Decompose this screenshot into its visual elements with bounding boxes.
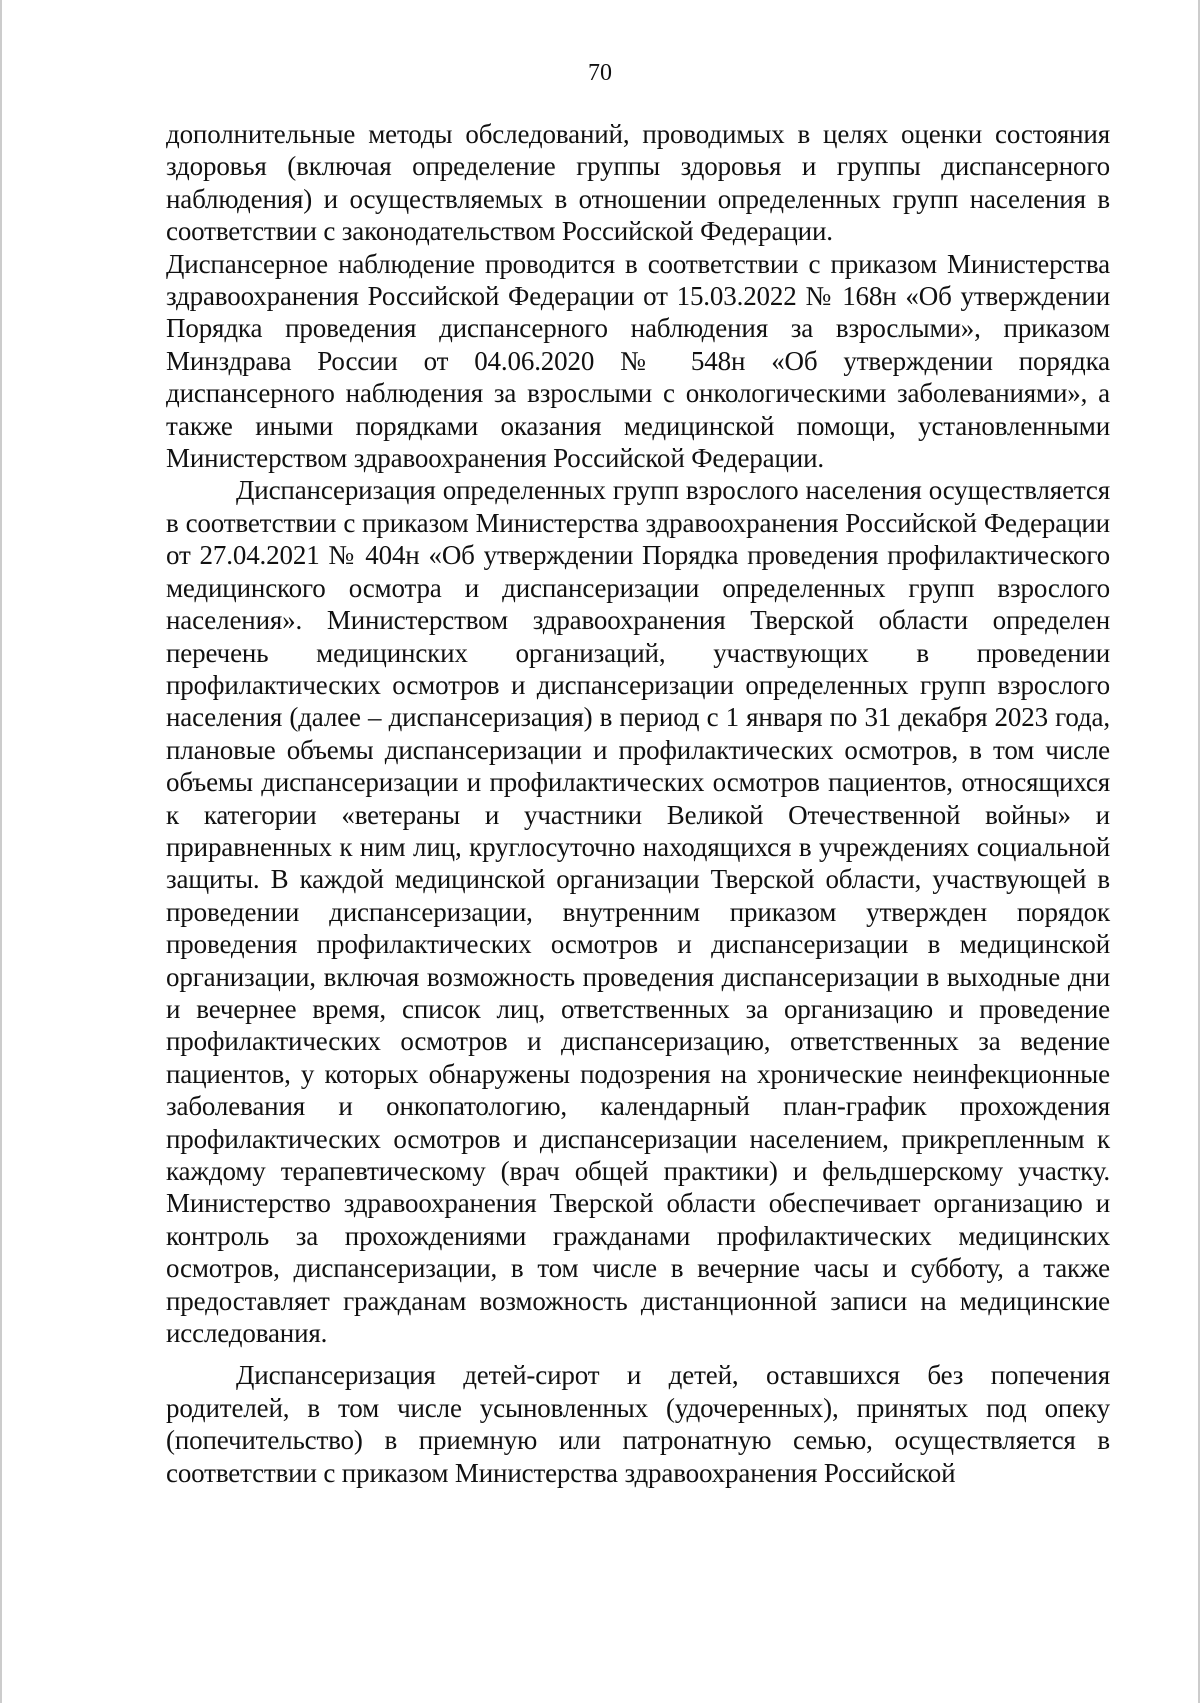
paragraph-4: Диспансеризация детей-сирот и детей, оставшихся без попечения родителей, в том числе усыновленных (удочеренных), принятых под опеку (попечительство) в приемную или патронатную семью, осуществляется в соответствии с приказом Министерства здравоохранения Российской: [166, 1360, 1110, 1488]
page-number: 70: [588, 60, 612, 86]
paragraph-3: Диспансеризация определенных групп взрослого населения осуществляется в соответствии с приказом Министерства здравоохранения Российской Федерации от 27.04.2021 № 404н «Об утверждении Порядка проведения профилактического медицинского осмотра и диспансеризации определенных групп взрослого населения». Министерством здравоохранения Тверской области определен перечень медицинских организаций, участвующих в проведении профилактических осмотров и диспансеризации определенных групп взрослого населения (далее – диспансеризация) в период с 1 января по 31 декабря 2023 года, плановые объемы диспансеризации и профилактических осмотров, в том числе объемы диспансеризации и профилактических осмотров пациентов, относящихся к категории «ветераны и участники Великой Отечественной войны» и приравненных к ним лиц, круглосуточно находящихся в учреждениях социальной защиты. В каждой медицинской организации Тверской области, участвующей в проведении диспансеризации, внутренним приказом утвержден порядок проведения профилактических осмотров и диспансеризации в медицинской организации, включая возможность проведения диспансеризации в выходные дни и вечернее время, список лиц, ответственных за организацию и проведение профилактических осмотров и диспансеризацию, ответственных за ведение пациентов, у которых обнаружены подозрения на хронические неинфекционные заболевания и онкопатологию, календарный план-график прохождения профилактических осмотров и диспансеризации населением, прикрепленным к каждому терапевтическому (врач общей практики) и фельдшерскому участку. Министерство здравоохранения Тверской области обеспечивает организацию и контроль за прохождениями гражданами профилактических медицинских осмотров, диспансеризации, в том числе в вечерние часы и субботу, а также предоставляет гражданам возможность дистанционной записи на медицинские исследования.: [166, 475, 1110, 1349]
document-body: [166, 118, 1110, 1489]
scan-edge-left: [0, 0, 2, 1703]
paragraph-2: Диспансерное наблюдение проводится в соответствии с приказом Министерства здравоохранения Российской Федерации от 15.03.2022 № 168н «Об утверждении Порядка проведения диспансерного наблюдения за взрослыми», приказом Минздрава России от 04.06.2020 № 548н «Об утверждении порядка диспансерного наблюдения за взрослыми с онкологическими заболеваниями», а также иными порядками оказания медицинской помощи, установленными Министерством здравоохранения Российской Федерации.: [166, 248, 1110, 474]
paragraph-1: дополнительные методы обследований, проводимых в целях оценки состояния здоровья (включая определение группы здоровья и группы диспансерного наблюдения) и осуществляемых в отношении определенных групп населения в соответствии с законодательством Российской Федерации.: [166, 119, 1110, 247]
